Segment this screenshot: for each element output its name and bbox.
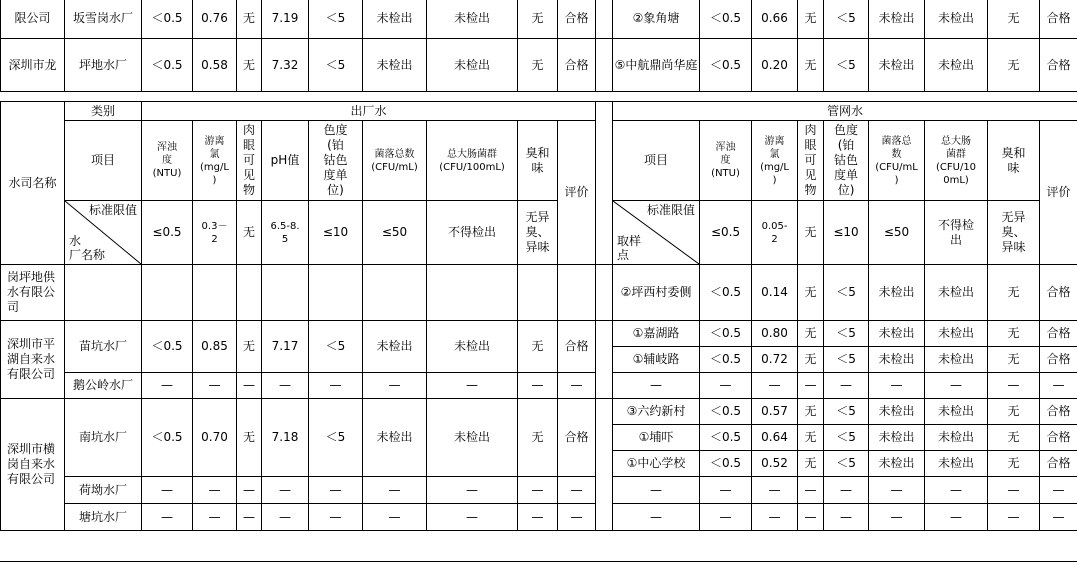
item-header: 项目 — [65, 121, 142, 201]
empty-cell — [65, 265, 142, 321]
network-color-cell: ＜5 — [824, 0, 869, 39]
outlet-colony-header: 菌落总数 (CFU/mL) — [363, 121, 427, 201]
network-chlorine-cell: — — [752, 477, 798, 504]
network-turbidity-cell: ＜0.5 — [700, 425, 752, 451]
outlet-odor-header: 臭和 味 — [518, 121, 558, 201]
network-turbidity-cell: — — [700, 477, 752, 504]
outlet-turbidity-cell: — — [142, 504, 193, 531]
outlet-coliform-cell: — — [427, 504, 518, 531]
coliform-cell: 未检出 — [427, 39, 518, 92]
network-turbidity-cell: ＜0.5 — [700, 451, 752, 477]
outlet-water-header: 出厂水 — [142, 102, 596, 121]
network-chlorine-cell: 0.52 — [752, 451, 798, 477]
outlet-colony-cell: — — [363, 504, 427, 531]
outlet-chlorine-header: 游离 氯 (mg/L ) — [193, 121, 237, 201]
network-color-cell: ＜5 — [824, 451, 869, 477]
network-coliform-cell: 未检出 — [925, 451, 988, 477]
chlorine-cell: 0.76 — [193, 0, 237, 39]
outlet-eval-cell: — — [558, 373, 596, 399]
outlet-color-header: 色度 (铂 钴色 度单 位) — [309, 121, 363, 201]
outlet-chlorine-cell: 0.70 — [193, 399, 237, 477]
network-coliform-cell: 未检出 — [925, 399, 988, 425]
network-eval-cell: — — [1040, 373, 1077, 399]
network-color-header: 色度 (铂 钴色 度单 位) — [824, 121, 869, 201]
network-visible-cell: 无 — [798, 321, 824, 347]
outlet-ph-header: pH值 — [262, 121, 309, 201]
network-chlorine-cell: 0.72 — [752, 347, 798, 373]
company-name-cell: 深圳市横 岗自来水 有限公司 — [1, 399, 65, 531]
network-chlorine-cell: — — [752, 504, 798, 531]
network-eval-cell: 合格 — [1040, 399, 1077, 425]
network-visible-cell: — — [798, 373, 824, 399]
network-visible-cell: 无 — [798, 0, 824, 39]
outlet-color-cell: — — [309, 504, 363, 531]
column-gap — [596, 399, 613, 531]
network-coliform-cell: — — [925, 504, 988, 531]
odor-cell: 无 — [518, 0, 558, 39]
network-odor-cell: 无 — [988, 347, 1040, 373]
network-odor-cell: 无 — [988, 321, 1040, 347]
network-coliform-cell: 未检出 — [925, 425, 988, 451]
network-turbidity-cell: ＜0.5 — [700, 39, 752, 92]
outlet-coliform-header: 总大肠菌群 (CFU/100mL) — [427, 121, 518, 201]
empty-cell — [142, 265, 193, 321]
outlet-chlorine-limit: 0.3－ 2 — [193, 201, 237, 265]
colony-cell: 未检出 — [363, 0, 427, 39]
network-color-cell: — — [824, 504, 869, 531]
company-name-header: 水司名称 — [1, 102, 65, 265]
column-gap — [596, 321, 613, 399]
network-color-cell: — — [824, 373, 869, 399]
network-item-header: 项目 — [613, 121, 700, 201]
outlet-coliform-cell: 未检出 — [427, 399, 518, 477]
network-eval-cell: — — [1040, 504, 1077, 531]
empty-cell — [363, 265, 427, 321]
outlet-turbidity-cell: ＜0.5 — [142, 399, 193, 477]
network-colony-header: 菌落总 数 (CFU/mL ) — [869, 121, 925, 201]
odor-cell: 无 — [518, 39, 558, 92]
sampling-point-cell: — — [613, 477, 700, 504]
visible-cell: 无 — [237, 0, 262, 39]
network-chlorine-cell: 0.20 — [752, 39, 798, 92]
outlet-odor-cell: — — [518, 477, 558, 504]
outlet-chlorine-cell: — — [193, 373, 237, 399]
network-colony-cell: 未检出 — [869, 347, 925, 373]
network-visible-header: 肉 眼 可 见 物 — [798, 121, 824, 201]
network-coliform-limit: 不得检 出 — [925, 201, 988, 265]
column-gap — [596, 265, 613, 321]
network-coliform-cell: — — [925, 373, 988, 399]
outlet-coliform-cell: — — [427, 373, 518, 399]
sampling-point-cell: ②象角塘 — [613, 0, 700, 39]
outlet-visible-cell: 无 — [237, 399, 262, 477]
network-turbidity-cell: ＜0.5 — [700, 399, 752, 425]
outlet-visible-cell: 无 — [237, 321, 262, 373]
network-eval-cell: 合格 — [1040, 451, 1077, 477]
network-visible-cell: 无 — [798, 265, 824, 321]
network-turbidity-cell: ＜0.5 — [700, 321, 752, 347]
point-name-label: 取样 点 — [617, 234, 642, 262]
top-table — [0, 0, 1077, 92]
outlet-color-cell: — — [309, 477, 363, 504]
outlet-ph-cell: — — [262, 477, 309, 504]
limit-label: 标准限值 — [88, 203, 137, 217]
network-turbidity-cell: — — [700, 373, 752, 399]
network-color-cell: ＜5 — [824, 399, 869, 425]
outlet-chlorine-cell: — — [193, 477, 237, 504]
network-color-cell: ＜5 — [824, 425, 869, 451]
outlet-eval-cell: — — [558, 504, 596, 531]
outlet-turbidity-cell: ＜0.5 — [142, 321, 193, 373]
network-colony-cell: 未检出 — [869, 399, 925, 425]
network-visible-limit: 无 — [798, 201, 824, 265]
network-odor-cell: 无 — [988, 399, 1040, 425]
outlet-eval-cell: 合格 — [558, 321, 596, 373]
network-coliform-cell: 未检出 — [925, 39, 988, 92]
network-colony-cell: 未检出 — [869, 39, 925, 92]
outlet-coliform-cell: — — [427, 477, 518, 504]
plant-name-cell: 荷坳水厂 — [65, 477, 142, 504]
sampling-point-cell: ①辅岐路 — [613, 347, 700, 373]
plant-name-cell: 塘坑水厂 — [65, 504, 142, 531]
plant-name-cell: 鹅公岭水厂 — [65, 373, 142, 399]
network-eval-cell: 合格 — [1040, 0, 1077, 39]
sampling-point-cell: ⑤中航鼎尚华庭 — [613, 39, 700, 92]
network-colony-cell: 未检出 — [869, 0, 925, 39]
network-odor-cell: — — [988, 504, 1040, 531]
network-odor-cell: — — [988, 373, 1040, 399]
outlet-odor-cell: — — [518, 373, 558, 399]
sampling-point-cell: ②坪西村委侧 — [613, 265, 700, 321]
company-name-cell: 岗坪地供 水有限公 司 — [1, 265, 65, 321]
sampling-point-cell: ①中心学校 — [613, 451, 700, 477]
outlet-visible-header: 肉 眼 可 见 物 — [237, 121, 262, 201]
network-turbidity-cell: ＜0.5 — [700, 265, 752, 321]
outlet-eval-cell: — — [558, 477, 596, 504]
outlet-turbidity-limit: ≤0.5 — [142, 201, 193, 265]
outlet-odor-cell: 无 — [518, 321, 558, 373]
network-eval-cell: 合格 — [1040, 347, 1077, 373]
empty-cell — [237, 265, 262, 321]
network-eval-cell: — — [1040, 477, 1077, 504]
sampling-point-cell: — — [613, 373, 700, 399]
network-color-cell: — — [824, 477, 869, 504]
sampling-point-cell: ①埔吓 — [613, 425, 700, 451]
limit-label: 标准限值 — [647, 203, 696, 217]
outlet-color-cell: ＜5 — [309, 321, 363, 373]
column-gap — [596, 102, 613, 265]
network-color-cell: ＜5 — [824, 39, 869, 92]
outlet-color-limit: ≤10 — [309, 201, 363, 265]
outlet-ph-cell: 7.17 — [262, 321, 309, 373]
column-gap — [596, 0, 613, 39]
bottom-border — [0, 561, 1077, 562]
network-chlorine-header: 游离 氯 (mg/L ) — [752, 121, 798, 201]
color-cell: ＜5 — [309, 39, 363, 92]
column-gap — [596, 39, 613, 92]
outlet-visible-cell: — — [237, 373, 262, 399]
turbidity-cell: ＜0.5 — [142, 39, 193, 92]
network-chlorine-cell: 0.57 — [752, 399, 798, 425]
network-odor-limit: 无异 臭、 异味 — [988, 201, 1040, 265]
outlet-colony-cell: — — [363, 477, 427, 504]
network-odor-cell: 无 — [988, 451, 1040, 477]
plant-name-cell: 苗坑水厂 — [65, 321, 142, 373]
outlet-ph-cell: 7.18 — [262, 399, 309, 477]
network-visible-cell: 无 — [798, 425, 824, 451]
network-odor-header: 臭和 味 — [988, 121, 1040, 201]
empty-cell — [262, 265, 309, 321]
plant-limit-diagonal-cell — [65, 201, 142, 265]
outlet-colony-limit: ≤50 — [363, 201, 427, 265]
company-name-cell: 深圳市平 湖自来水 有限公司 — [1, 321, 65, 399]
visible-cell: 无 — [237, 39, 262, 92]
network-color-cell: ＜5 — [824, 265, 869, 321]
network-eval-cell: 合格 — [1040, 425, 1077, 451]
network-turbidity-cell: ＜0.5 — [700, 347, 752, 373]
network-colony-cell: 未检出 — [869, 265, 925, 321]
network-colony-limit: ≤50 — [869, 201, 925, 265]
water-quality-table — [0, 101, 1077, 531]
network-colony-cell: 未检出 — [869, 425, 925, 451]
network-chlorine-cell: 0.80 — [752, 321, 798, 347]
outlet-turbidity-header: 浑浊 度 (NTU) — [142, 121, 193, 201]
company-cell: 深圳市龙 — [1, 39, 65, 92]
network-coliform-header: 总大肠 菌群 (CFU/10 0mL) — [925, 121, 988, 201]
network-water-header: 管网水 — [613, 102, 1077, 121]
network-visible-cell: — — [798, 504, 824, 531]
outlet-odor-cell: 无 — [518, 399, 558, 477]
empty-cell — [193, 265, 237, 321]
sampling-point-cell: ①嘉湖路 — [613, 321, 700, 347]
network-chlorine-cell: 0.64 — [752, 425, 798, 451]
ph-cell: 7.32 — [262, 39, 309, 92]
outlet-odor-limit: 无异 臭、 异味 — [518, 201, 558, 265]
ph-cell: 7.19 — [262, 0, 309, 39]
category-header: 类别 — [65, 102, 142, 121]
network-odor-cell: 无 — [988, 0, 1040, 39]
network-visible-cell: 无 — [798, 347, 824, 373]
network-odor-cell: 无 — [988, 265, 1040, 321]
network-eval-cell: 合格 — [1040, 321, 1077, 347]
network-visible-cell: 无 — [798, 39, 824, 92]
network-odor-cell: 无 — [988, 425, 1040, 451]
coliform-cell: 未检出 — [427, 0, 518, 39]
network-color-cell: ＜5 — [824, 347, 869, 373]
network-visible-cell: — — [798, 477, 824, 504]
network-odor-cell: — — [988, 477, 1040, 504]
empty-cell — [309, 265, 363, 321]
outlet-ph-cell: — — [262, 373, 309, 399]
outlet-ph-limit: 6.5-8. 5 — [262, 201, 309, 265]
network-coliform-cell: 未检出 — [925, 347, 988, 373]
colony-cell: 未检出 — [363, 39, 427, 92]
outlet-evaluation-header: 评价 — [558, 121, 596, 265]
network-evaluation-header: 评价 — [1040, 121, 1077, 265]
outlet-visible-limit: 无 — [237, 201, 262, 265]
network-colony-cell: 未检出 — [869, 321, 925, 347]
network-chlorine-limit: 0.05- 2 — [752, 201, 798, 265]
network-odor-cell: 无 — [988, 39, 1040, 92]
network-coliform-cell: — — [925, 477, 988, 504]
outlet-visible-cell: — — [237, 477, 262, 504]
network-turbidity-cell: — — [700, 504, 752, 531]
company-cell: 限公司 — [1, 0, 65, 39]
empty-cell — [558, 265, 596, 321]
empty-cell — [518, 265, 558, 321]
eval-cell: 合格 — [558, 0, 596, 39]
outlet-eval-cell: 合格 — [558, 399, 596, 477]
network-coliform-cell: 未检出 — [925, 0, 988, 39]
point-limit-diagonal-cell — [613, 201, 700, 265]
network-turbidity-header: 浑浊 度 (NTU) — [700, 121, 752, 201]
outlet-chlorine-cell: — — [193, 504, 237, 531]
plant-name-cell: 南坑水厂 — [65, 399, 142, 477]
outlet-ph-cell: — — [262, 504, 309, 531]
network-visible-cell: 无 — [798, 451, 824, 477]
outlet-coliform-cell: 未检出 — [427, 321, 518, 373]
plant-name-label: 水 厂名称 — [69, 234, 106, 262]
network-color-limit: ≤10 — [824, 201, 869, 265]
network-coliform-cell: 未检出 — [925, 321, 988, 347]
outlet-colony-cell: 未检出 — [363, 321, 427, 373]
network-turbidity-cell: ＜0.5 — [700, 0, 752, 39]
network-chlorine-cell: 0.14 — [752, 265, 798, 321]
color-cell: ＜5 — [309, 0, 363, 39]
chlorine-cell: 0.58 — [193, 39, 237, 92]
sampling-point-cell: — — [613, 504, 700, 531]
network-colony-cell: — — [869, 477, 925, 504]
network-eval-cell: 合格 — [1040, 265, 1077, 321]
network-color-cell: ＜5 — [824, 321, 869, 347]
outlet-chlorine-cell: 0.85 — [193, 321, 237, 373]
network-colony-cell: 未检出 — [869, 451, 925, 477]
network-chlorine-cell: 0.66 — [752, 0, 798, 39]
outlet-color-cell: ＜5 — [309, 399, 363, 477]
outlet-coliform-limit: 不得检出 — [427, 201, 518, 265]
eval-cell: 合格 — [558, 39, 596, 92]
outlet-visible-cell: — — [237, 504, 262, 531]
turbidity-cell: ＜0.5 — [142, 0, 193, 39]
network-chlorine-cell: — — [752, 373, 798, 399]
outlet-color-cell: — — [309, 373, 363, 399]
network-eval-cell: 合格 — [1040, 39, 1077, 92]
outlet-colony-cell: — — [363, 373, 427, 399]
outlet-turbidity-cell: — — [142, 477, 193, 504]
outlet-colony-cell: 未检出 — [363, 399, 427, 477]
network-turbidity-limit: ≤0.5 — [700, 201, 752, 265]
sampling-point-cell: ③六约新村 — [613, 399, 700, 425]
outlet-odor-cell: — — [518, 504, 558, 531]
plant-cell: 坂雪岗水厂 — [65, 0, 142, 39]
plant-cell: 坪地水厂 — [65, 39, 142, 92]
network-colony-cell: — — [869, 504, 925, 531]
network-visible-cell: 无 — [798, 399, 824, 425]
network-colony-cell: — — [869, 373, 925, 399]
empty-cell — [427, 265, 518, 321]
network-coliform-cell: 未检出 — [925, 265, 988, 321]
outlet-turbidity-cell: — — [142, 373, 193, 399]
